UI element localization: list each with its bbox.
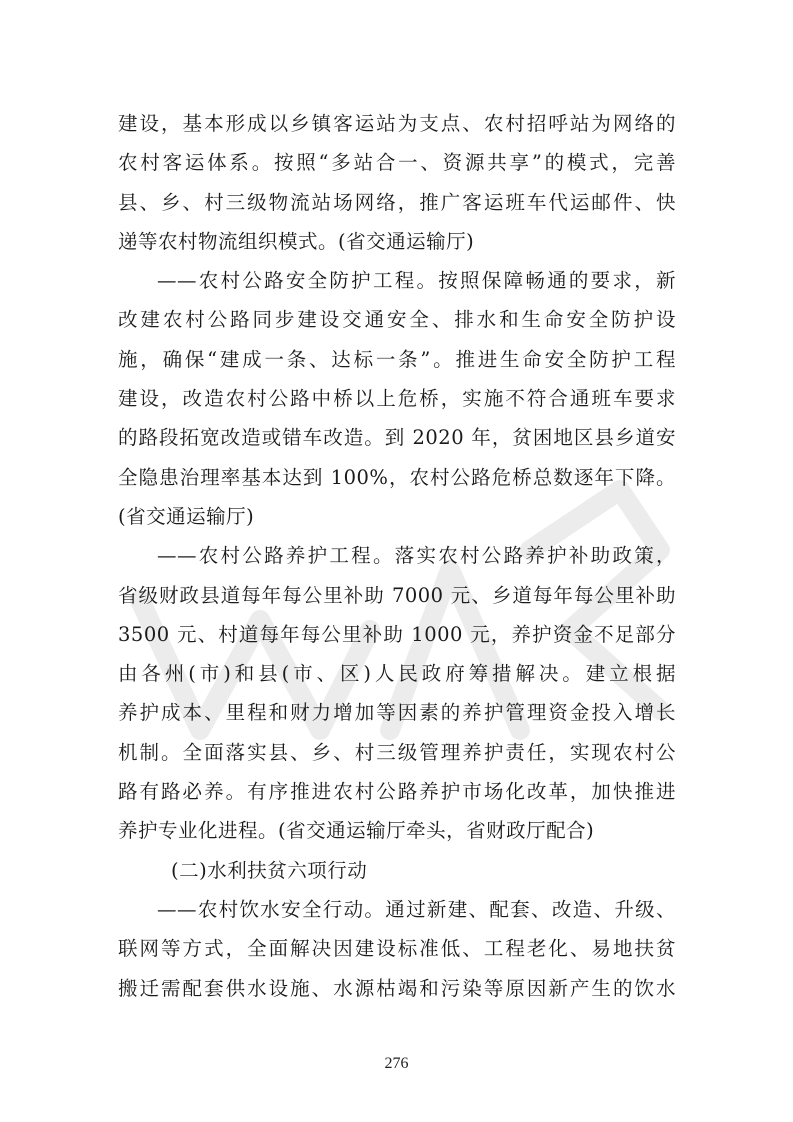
paragraph-line: 联网等方式，全面解决因建设标准低、工程老化、易地扶贫 [118, 937, 676, 961]
page-number: 276 [384, 1055, 409, 1072]
paragraph-line: 施，确保“建成一条、达标一条”。推进生命安全防护工程 [118, 347, 676, 371]
paragraph-line: 建设，改造农村公路中桥以上危桥，实施不符合通班车要求 [118, 387, 676, 411]
paragraph-line: 机制。全面落实县、乡、村三级管理养护责任，实现农村公 [118, 740, 676, 764]
paragraph-line: (省交通运输厅) [118, 504, 255, 528]
paragraph-line: 全隐患治理率基本达到 100%，农村公路危桥总数逐年下降。 [118, 465, 676, 489]
paragraph-line: 3500 元、村道每年每公里补助 1000 元，养护资金不足部分 [118, 622, 676, 646]
paragraph-line: 养护专业化进程。(省交通运输厅牵头，省财政厅配合) [118, 819, 595, 843]
paragraph-line: 养护成本、里程和财力增加等因素的养护管理资金投入增长 [118, 701, 676, 725]
document-body [118, 104, 676, 1008]
paragraph-line: 改建农村公路同步建设交通安全、排水和生命安全防护设 [118, 308, 676, 332]
paragraph-line: 省级财政县道每年每公里补助 7000 元、乡道每年每公里补助 [118, 583, 676, 607]
paragraph-line: 搬迁需配套供水设施、水源枯竭和污染等原因新产生的饮水 [118, 976, 676, 1000]
paragraph-line: 县、乡、村三级物流站场网络，推广客运班车代运邮件、快 [118, 190, 676, 214]
paragraph-line: 的路段拓宽改造或错车改造。到 2020 年，贫困地区县乡道安 [118, 426, 676, 450]
paragraph-line: 建设，基本形成以乡镇客运站为支点、农村招呼站为网络的 [118, 112, 676, 135]
paragraph-line: 路有路必养。有序推进农村公路养护市场化改革，加快推进 [118, 780, 676, 804]
paragraph-line: ——农村饮水安全行动。通过新建、配套、改造、升级、 [157, 897, 676, 921]
paragraph-line: 由各州(市)和县(市、区)人民政府筹措解决。建立根据 [118, 662, 676, 686]
section-heading: (二)水利扶贫六项行动 [171, 858, 368, 882]
paragraph-line: ——农村公路养护工程。落实农村公路养护补助政策， [157, 544, 676, 568]
paragraph-line: 递等农村物流组织模式。(省交通运输厅) [118, 229, 475, 253]
paragraph-line: 农村客运体系。按照“多站合一、资源共享”的模式，完善 [118, 151, 676, 175]
paragraph-line: ——农村公路安全防护工程。按照保障畅通的要求，新 [157, 269, 676, 293]
